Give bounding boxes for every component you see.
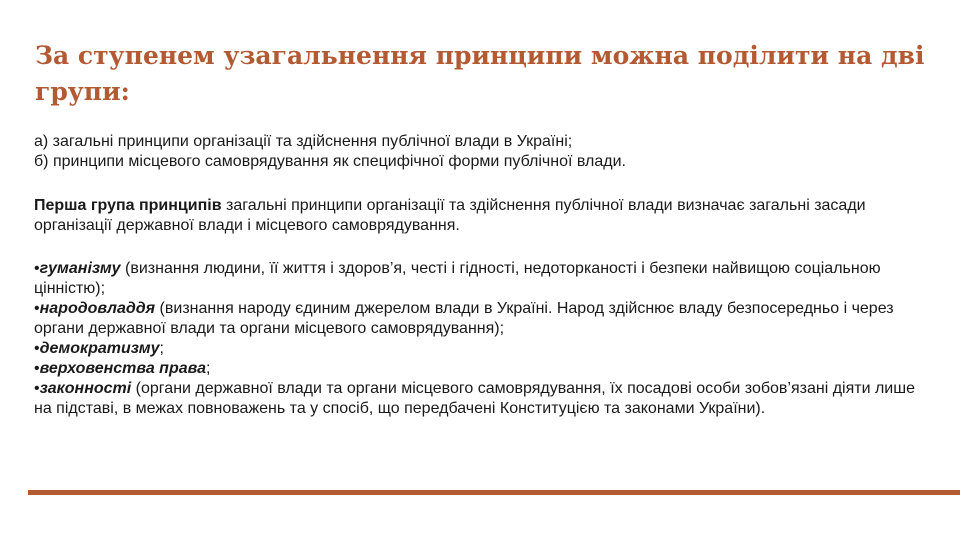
first-group-text: загальні принципи організації та здійснення публічної влади визначає загальні засади організації державної влади і місцевого самоврядування. <box>34 197 866 234</box>
principle-description: (органи державної влади та органи місцевого самоврядування, їх посадові особи зобов’язані діяти лише на підставі, в межах повноважень та у спосіб, що передбачені Конституцією та законами України). <box>34 380 915 417</box>
principle-description: ; <box>159 340 164 357</box>
principle-description: ; <box>205 360 211 377</box>
principle-item-rule-of-law <box>34 359 926 379</box>
principle-item-democratism <box>34 339 926 359</box>
principle-item-humanism <box>34 259 926 299</box>
bullet: • <box>34 260 40 277</box>
principle-description: (визнання людини, її життя і здоров’я, честі і гідності, недоторканості і безпеки найвищою соціальною цінністю); <box>34 260 881 297</box>
first-group-lead: Перша група принципів <box>34 197 222 214</box>
principle-item-democracy-of-people <box>34 299 926 339</box>
principle-term: верховенства права <box>39 360 206 377</box>
bottom-accent-bar <box>28 490 960 495</box>
principle-term: демократизму <box>39 340 160 357</box>
first-group-paragraph <box>34 196 926 236</box>
principle-term: законності <box>39 380 132 397</box>
bullet: • <box>34 300 40 317</box>
principle-item-legality <box>34 379 926 419</box>
group-a-text: а) загальні принципи організації та здійснення публічної влади в Україні; <box>34 133 573 150</box>
group-b-text: б) принципи місцевого самоврядування як специфічної форми публічної влади. <box>34 153 626 170</box>
bullet: • <box>34 340 40 357</box>
principle-term: народовладдя <box>39 300 156 317</box>
principle-description: (визнання народу єдиним джерелом влади в Україні. Народ здійснює владу безпосередньо і через органи державної влади та органи місцевого самоврядування); <box>34 300 894 337</box>
slide-body <box>34 132 926 419</box>
bullet: • <box>34 360 40 377</box>
principle-term: гуманізму <box>39 260 121 277</box>
slide-title: За ступенем узагальнення принципи можна поділити на дві групи: <box>35 41 925 106</box>
spacer <box>34 236 926 259</box>
spacer <box>34 172 926 196</box>
bullet: • <box>34 380 40 397</box>
